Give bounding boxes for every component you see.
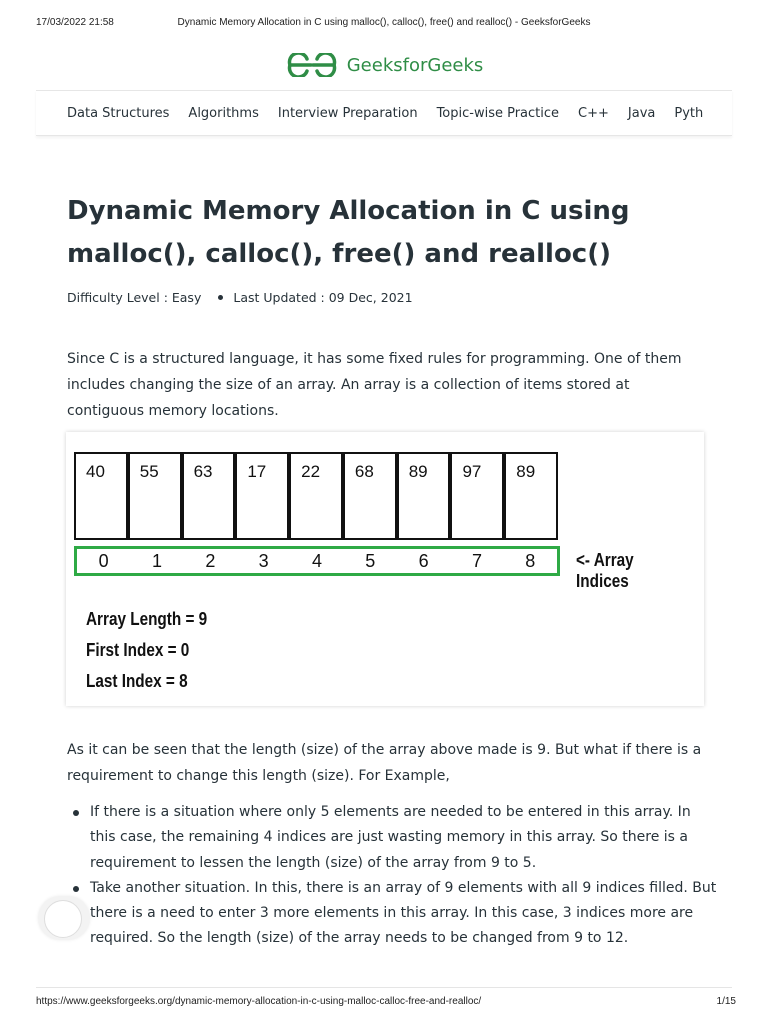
site-logo[interactable] (0, 50, 768, 80)
array-indices-label: <- Array Indices (576, 550, 634, 591)
gfg-logo-icon (285, 53, 339, 77)
array-index-cell: 2 (205, 550, 216, 571)
array-indices-box (74, 546, 560, 576)
list-item: Take another situation. In this, there is an array of 9 elements with all 9 indices filled. But there is a need to enter 3 more elements in this array. In this case, 3 indices more are required. So the length (size) of the array needs to be changed from 9 to 12. (67, 876, 717, 952)
array-cell: 22 (291, 454, 345, 538)
array-index-cell: 8 (525, 550, 536, 571)
array-cell: 89 (516, 462, 536, 481)
brand-name: GeeksforGeeks (346, 54, 484, 76)
second-paragraph: As it can be seen that the length (size) of the array above made is 9. But what if there is a requirement to change this length (size). For Example, (67, 742, 702, 784)
floating-action-button[interactable] (38, 896, 90, 940)
array-index-cell: 0 (98, 550, 109, 571)
array-fact: First Index = 0 (86, 640, 190, 660)
print-url: https://www.geeksforgeeks.org/dynamic-memory-allocation-in-c-using-malloc-calloc-free-and-realloc/ (36, 996, 482, 1007)
difficulty-level: Difficulty Level : Easy (67, 290, 202, 305)
list-item: If there is a situation where only 5 elements are needed to be entered in this array. In this case, the remaining 4 indices are just wasting memory in this array. So there is a requirement to lessen the length (size) of the array from 9 to 5. (67, 800, 717, 876)
last-updated: Last Updated : 09 Dec, 2021 (233, 290, 413, 305)
array-cell: 89 (399, 454, 453, 538)
array-figure (66, 432, 704, 706)
array-facts (86, 604, 229, 697)
print-datetime: 17/03/2022 21:58 (36, 17, 114, 28)
circle-icon (44, 900, 82, 938)
nav-item[interactable]: Interview Preparation (277, 105, 418, 121)
array-values-box (74, 452, 558, 540)
print-page-title: Dynamic Memory Allocation in C using malloc(), calloc(), free() and realloc() - GeeksforGeeks (177, 17, 591, 28)
page-divider (36, 987, 732, 988)
print-header (0, 0, 768, 40)
array-cell: 97 (452, 454, 506, 538)
main-nav (36, 90, 732, 136)
bullet-separator (218, 295, 223, 300)
nav-item[interactable]: Java (627, 105, 656, 121)
array-index-cell: 4 (311, 550, 322, 571)
nav-item[interactable]: Data Structures (67, 105, 170, 121)
array-index-cell: 1 (151, 550, 162, 571)
array-fact: Array Length = 9 (86, 609, 208, 629)
array-index-cell: 3 (258, 550, 269, 571)
article-title: Dynamic Memory Allocation in C using malloc(), calloc(), free() and realloc() (67, 196, 630, 269)
nav-item[interactable]: Pyth (674, 105, 704, 121)
array-cell: 55 (130, 454, 184, 538)
array-cell: 63 (184, 454, 238, 538)
example-list (67, 800, 717, 952)
array-fact: Last Index = 8 (86, 671, 188, 691)
page-number: 1/15 (716, 996, 736, 1007)
array-cell: 17 (237, 454, 291, 538)
intro-paragraph: Since C is a structured language, it has some fixed rules for programming. One of them includes changing the size of an array. An array is a collection of items stored at contiguous memory locations. (67, 351, 682, 419)
article-meta (67, 290, 413, 305)
array-index-cell: 7 (471, 550, 482, 571)
array-index-cell: 6 (418, 550, 429, 571)
nav-item[interactable]: C++ (578, 105, 609, 121)
nav-item[interactable]: Algorithms (188, 105, 259, 121)
array-cell: 40 (76, 454, 130, 538)
array-cell: 68 (345, 454, 399, 538)
nav-item[interactable]: Topic-wise Practice (436, 105, 560, 121)
array-index-cell: 5 (365, 550, 376, 571)
print-footer (0, 994, 768, 1014)
